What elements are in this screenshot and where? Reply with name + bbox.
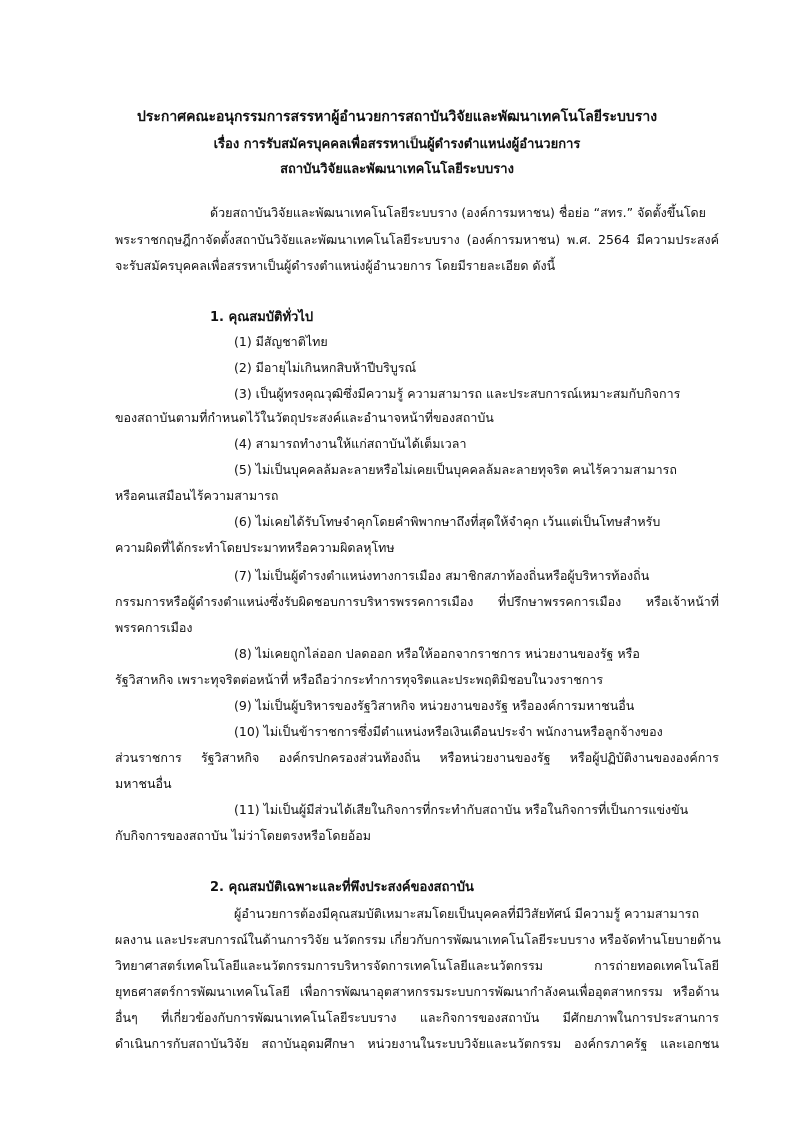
qualification-item: (4) สามารถทำงานให้แก่สถาบันได้เต็มเวลา — [234, 436, 467, 451]
qualification-item: (9) ไม่เป็นผู้บริหารของรัฐวิสาหกิจ หน่วยงานของรัฐ หรือองค์การมหาชนอื่น — [234, 698, 635, 713]
qualification-item: (11) ไม่เป็นผู้มีส่วนได้เสียในกิจการที่กระทำกับสถาบัน หรือในกิจการที่เป็นการแข่งขัน — [234, 802, 689, 817]
qualification-item-cont: ของสถาบันตามที่กำหนดไว้ในวัตถุประสงค์และอำนาจหน้าที่ของสถาบัน — [115, 410, 494, 425]
announcement-title: ประกาศคณะอนุกรรมการสรรหาผู้อำนวยการสถาบันวิจัยและพัฒนาเทคโนโลยีระบบราง — [136, 109, 658, 125]
qualification-item: (5) ไม่เป็นบุคคลล้มละลายหรือไม่เคยเป็นบุคคลล้มละลายทุจริต คนไร้ความสามารถ — [234, 462, 677, 477]
section2-paragraph-line: ผลงาน และประสบการณ์ในด้านการวิจัย นวัตกรรม เกี่ยวกับการพัฒนาเทคโนโลยีระบบราง หรือจัดทำนโยบายด้าน — [115, 932, 721, 947]
intro-line: จะรับสมัครบุคคลเพื่อสรรหาเป็นผู้ดำรงตำแหน่งผู้อำนวยการ โดยมีรายละเอียด ดังนี้ — [115, 258, 556, 273]
qualification-item-cont: ความผิดที่ได้กระทำโดยประมาทหรือความผิดลหุโทษ — [115, 540, 395, 555]
qualification-item-cont: กับกิจการของสถาบัน ไม่ว่าโดยตรงหรือโดยอ้อม — [115, 828, 372, 843]
section2-paragraph-line: ยุทธศาสตร์การพัฒนาเทคโนโลยี เพื่อการพัฒนาอุตสาหกรรมระบบการพัฒนากำลังคนเพื่ออุตสาหกรรม หรือด้าน — [115, 984, 719, 999]
intro-line: ด้วยสถาบันวิจัยและพัฒนาเทคโนโลยีระบบราง (องค์การมหาชน) ชื่อย่อ “สทร.” จัดตั้งขึ้นโดย — [210, 205, 707, 220]
qualification-item: (8) ไม่เคยถูกไล่ออก ปลดออก หรือให้ออกจากราชการ หน่วยงานของรัฐ หรือ — [234, 646, 640, 661]
section2-paragraph-line: วิทยาศาสตร์เทคโนโลยีและนวัตกรรมการบริหารจัดการเทคโนโลยีและนวัตกรรม การถ่ายทอดเทคโนโลยี — [115, 958, 719, 973]
intro-line: พระราชกฤษฎีกาจัดตั้งสถาบันวิจัยและพัฒนาเทคโนโลยีระบบราง (องค์การมหาชน) พ.ศ. 2564 มีความประสงค์ — [115, 232, 719, 247]
announcement-subject-cont: สถาบันวิจัยและพัฒนาเทคโนโลยีระบบราง — [280, 162, 514, 177]
qualification-item-cont: กรรมการหรือผู้ดำรงตำแหน่งซึ่งรับผิดชอบการบริหารพรรคการเมือง ที่ปรึกษาพรรคการเมือง หรือเจ้าหน้าที่ — [115, 594, 719, 609]
section2-paragraph-line: ดำเนินการกับสถาบันวิจัย สถาบันอุดมศึกษา หน่วยงานในระบบวิจัยและนวัตกรรม องค์กรภาครัฐ และเอกชน — [115, 1036, 719, 1051]
qualification-item: (3) เป็นผู้ทรงคุณวุฒิซึ่งมีความรู้ ความสามารถ และประสบการณ์เหมาะสมกับกิจการ — [234, 386, 681, 401]
qualification-item-cont: ส่วนราชการ รัฐวิสาหกิจ องค์กรปกครองส่วนท้องถิ่น หรือหน่วยงานของรัฐ หรือผู้ปฏิบัติงานขององค์การ — [115, 750, 719, 765]
qualification-item: (1) มีสัญชาติไทย — [234, 334, 328, 349]
qualification-item-cont: มหาชนอื่น — [115, 776, 172, 791]
qualification-item: (6) ไม่เคยได้รับโทษจำคุกโดยคำพิพากษาถึงที่สุดให้จำคุก เว้นแต่เป็นโทษสำหรับ — [234, 514, 661, 529]
section2-paragraph-line: อื่นๆ ที่เกี่ยวข้องกับการพัฒนาเทคโนโลยีระบบราง และกิจการของสถาบัน มีศักยภาพในการประสานการ — [115, 1010, 719, 1025]
qualification-item: (10) ไม่เป็นข้าราชการซึ่งมีตำแหน่งหรือเงินเดือนประจำ พนักงานหรือลูกจ้างของ — [234, 724, 663, 739]
announcement-subject: เรื่อง การรับสมัครบุคคลเพื่อสรรหาเป็นผู้ดำรงตำแหน่งผู้อำนวยการ — [213, 137, 581, 152]
qualification-item-cont: หรือคนเสมือนไร้ความสามารถ — [115, 488, 279, 503]
qualification-item: (7) ไม่เป็นผู้ดำรงตำแหน่งทางการเมือง สมาชิกสภาท้องถิ่นหรือผู้บริหารท้องถิ่น — [234, 568, 650, 583]
qualification-item-cont: รัฐวิสาหกิจ เพราะทุจริตต่อหน้าที่ หรือถือว่ากระทำการทุจริตและประพฤติมิชอบในวงราชการ — [115, 672, 604, 687]
qualification-item: (2) มีอายุไม่เกินหกสิบห้าปีบริบูรณ์ — [234, 360, 417, 375]
section-heading: 1. คุณสมบัติทั่วไป — [210, 310, 314, 325]
section-heading: 2. คุณสมบัติเฉพาะและที่พึงประสงค์ของสถาบัน — [210, 880, 474, 895]
section2-paragraph-line: ผู้อำนวยการต้องมีคุณสมบัติเหมาะสมโดยเป็นบุคคลที่มีวิสัยทัศน์ มีความรู้ ความสามารถ — [234, 906, 700, 921]
qualification-item-cont: พรรคการเมือง — [115, 620, 193, 635]
